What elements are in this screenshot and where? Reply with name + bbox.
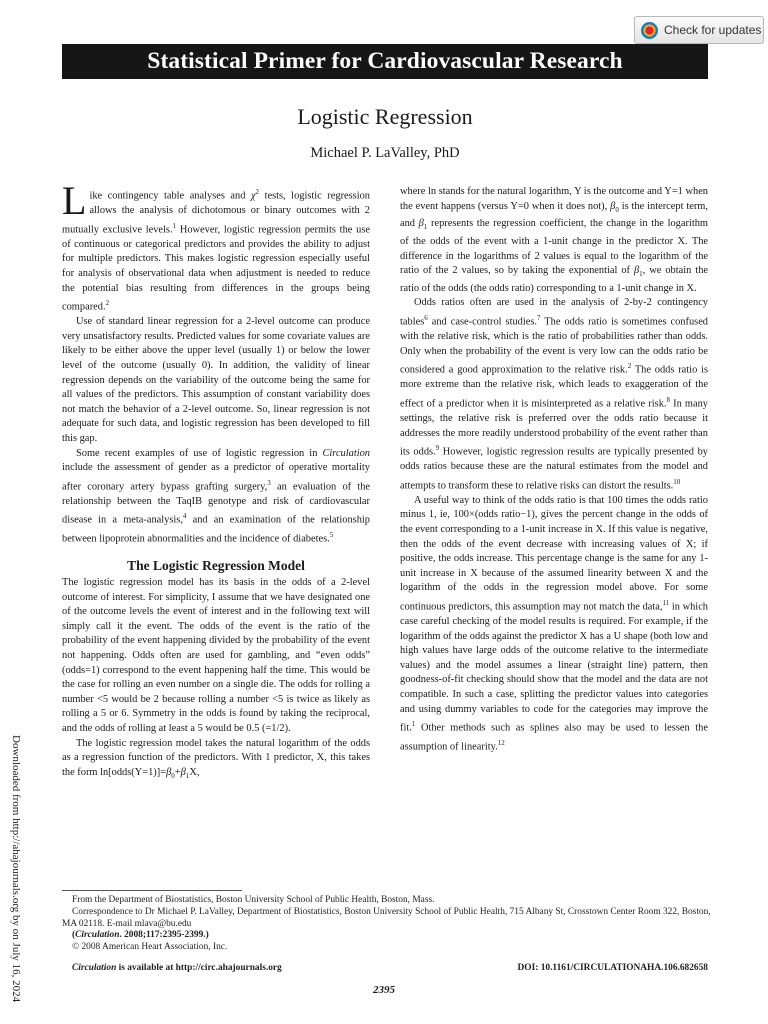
body-column-right bbox=[400, 185, 708, 755]
doi: DOI: 10.1161/CIRCULATIONAHA.106.682658 bbox=[517, 963, 708, 973]
citation-journal: Circulation bbox=[75, 930, 120, 941]
series-banner bbox=[62, 44, 708, 79]
page-number: 2395 bbox=[373, 984, 395, 996]
footnote-citation: (Circulation. 2008;117:2395-2399.) bbox=[72, 930, 209, 941]
journal-name: Circulation bbox=[72, 963, 117, 973]
footnote-divider bbox=[62, 890, 242, 891]
series-banner-title: Statistical Primer for Cardiovascular Research bbox=[147, 48, 623, 74]
footnote-correspondence: Correspondence to Dr Michael P. LaValley, Department of Biostatistics, Boston University School of Public Health, 715 Albany St, Crosstown Center Room 322, Boston, MA 02118. E-mail mlava@bu.edu bbox=[62, 906, 711, 929]
paragraph-model: The logistic regression model has its basis in the odds of a 2-level outcome of interest. For simplicity, I assume that we have designated one of the outcome levels the event of interest and in the following text will simply call it the event. The odds of the event is the ratio of the probability of the event happening divided by the probability of the event not happening. Odds often are used for gambling, and “even odds” (odds=1) correspond to the event happening half the time. This would be the case for rolling an even number on a single die. The odds for rolling a number <5 would be 2 because rolling a number <5 is twice as likely as rolling a 5 or 6. Symmetry in the odds is found by taking the reciprocal, and the odds of rolling at least a 5 would be 0.5 (=1/2). bbox=[62, 577, 370, 734]
footnote-copyright: © 2008 American Heart Association, Inc. bbox=[72, 942, 228, 953]
footnote-affiliation: From the Department of Biostatistics, Boston University School of Public Health, Boston, Mass. bbox=[72, 895, 435, 905]
paragraph-odds-ratios: Odds ratios often are used in the analysis of 2-by-2 contingency tables$^6$ and case-control studies.$^7$ The odds ratio is sometimes confused with the relative risk, which is the ratio of probabilities rather than odds. Only when the probability of the event is very low can the odds ratio be considered a good approximation to the relative risk.$^2$ The odds ratio is more extreme than the relative risk, which leads to exaggeration of the effect of a predictor when it is misinterpreted as a relative risk.$^8$ In many settings, the relative risk is preferred over the odds ratio because it addresses the more readily understood probability of the event rather than its odds.$^9$ However, logistic regression results are typically presented by odds ratios because these are the natural estimates from the model and attempts to transform these to relative risks can distort the results.$^{10}$ bbox=[400, 297, 709, 492]
citation-details: . 2008;117:2395-2399.) bbox=[119, 930, 209, 941]
paragraph-examples: Some recent examples of use of logistic regression in Circulation include the assessment of gender as a predictor of operative mortality after coronary artery bypass grafting surgery,$^3$ an evaluation of the relationship between the TaqIB genotype and risk of cardiovascular disease in a meta-analysis,$^4$ and an examination of the relationship between lipoprotein abnormalities and the incidence of diabetes.$^5$ bbox=[62, 447, 371, 545]
check-for-updates-button[interactable] bbox=[634, 16, 764, 44]
article-title: Logistic Regression bbox=[297, 104, 473, 129]
author-name: Michael P. LaValley, PhD bbox=[310, 145, 460, 161]
drop-cap: L bbox=[62, 178, 87, 223]
paragraph-definitions: where ln stands for the natural logarithm, Y is the outcome and Y=1 when the event happens (versus Y=0 when it does not), $\beta_0$ is the intercept term, and $\beta_1$ represents the regression coefficient, the change in the logarithm of the odds of the event with a 1-unit change in the predictor X. The difference in the logarithms of 2 values is equal to the logarithm of the ratio of the 2 values, so by taking the exponential of $\beta_1$, we obtain the ratio of the odds (the odds ratio) corresponding to a 1-unit change in X. bbox=[400, 186, 709, 294]
download-notice: Downloaded from http://ahajournals.org by on July 16, 2024 bbox=[10, 735, 22, 1003]
crossmark-icon bbox=[641, 22, 658, 39]
journal-availability bbox=[72, 963, 282, 973]
journal-url-text: is available at http://circ.ahajournals.org bbox=[116, 963, 282, 973]
paragraph-intro: Like contingency table analyses and $\chi^2$ tests, logistic regression allows the analysis of dichotomous or binary outcomes with 2 mutually exclusive levels.$^1$ However, logistic regression permits the use of continuous or categorical predictors and provides the ability to adjust for multiple predictors. This makes logistic regression especially useful for analysis of observational data when adjustment is needed to reduce the potential bias resulting from differences in the groups being compared.$^2$ bbox=[62, 178, 371, 313]
check-for-updates-label: Check for updates bbox=[664, 23, 762, 37]
paragraph-logit: The logistic regression model takes the natural logarithm of the odds as a regression function of the predictors. With 1 predictor, X, this takes the form $\ln[odds(Y=1)]=\beta_0+\beta_1X$, bbox=[62, 737, 370, 780]
body-column-left bbox=[62, 178, 371, 783]
paragraph-linear-regression: Use of standard linear regression for a 2-level outcome can produce very unsatisfactory results. Predicted values for some covariate values are likely to be either above the upper level (usually 1) or below the lower level of the outcome (usually 0). In addition, the validity of linear regression depends on the variability of the outcome being the same for all values of the predictors. This assumption of constant variability does not match the behavior of a 2-level outcome. So, linear regression is not adequate for such data, and logistic regression has been developed to fill this gap. bbox=[62, 316, 370, 444]
footnotes bbox=[62, 895, 712, 954]
section-heading: The Logistic Regression Model bbox=[127, 558, 305, 574]
paragraph-percent-change: A useful way to think of the odds ratio is that 100 times the odds ratio minus 1, ie, 100×(odds ratio−1), gives the percent change in the odds of the event corresponding to a 1-unit increase in X. If this value is negative, then the odds of the event decrease with increasing values of X; if positive, the odds increase. This percentage change is the same for any 1-unit increase in X because of the assumed linearity between X and the logarithm of the odds in the regression model above. For some continuous predictors, this assumption may not match the data,$^{11}$ in which case careful checking of the model results is required. For example, if the logarithm of the odds against the predictor X has a U shape (both low and high values have large odds of the outcome relative to the intermediate values) and the model assumes a linear (straight line) pattern, then goodness-of-fit checking should show that the model and the data are not compatible. In such a case, splitting the predictor values into categories and using dummy variables to code for the categories may improve the fit.$^1$ Other methods such as splines also may be used to lessen the assumption of linearity.$^{12}$ bbox=[400, 494, 708, 753]
